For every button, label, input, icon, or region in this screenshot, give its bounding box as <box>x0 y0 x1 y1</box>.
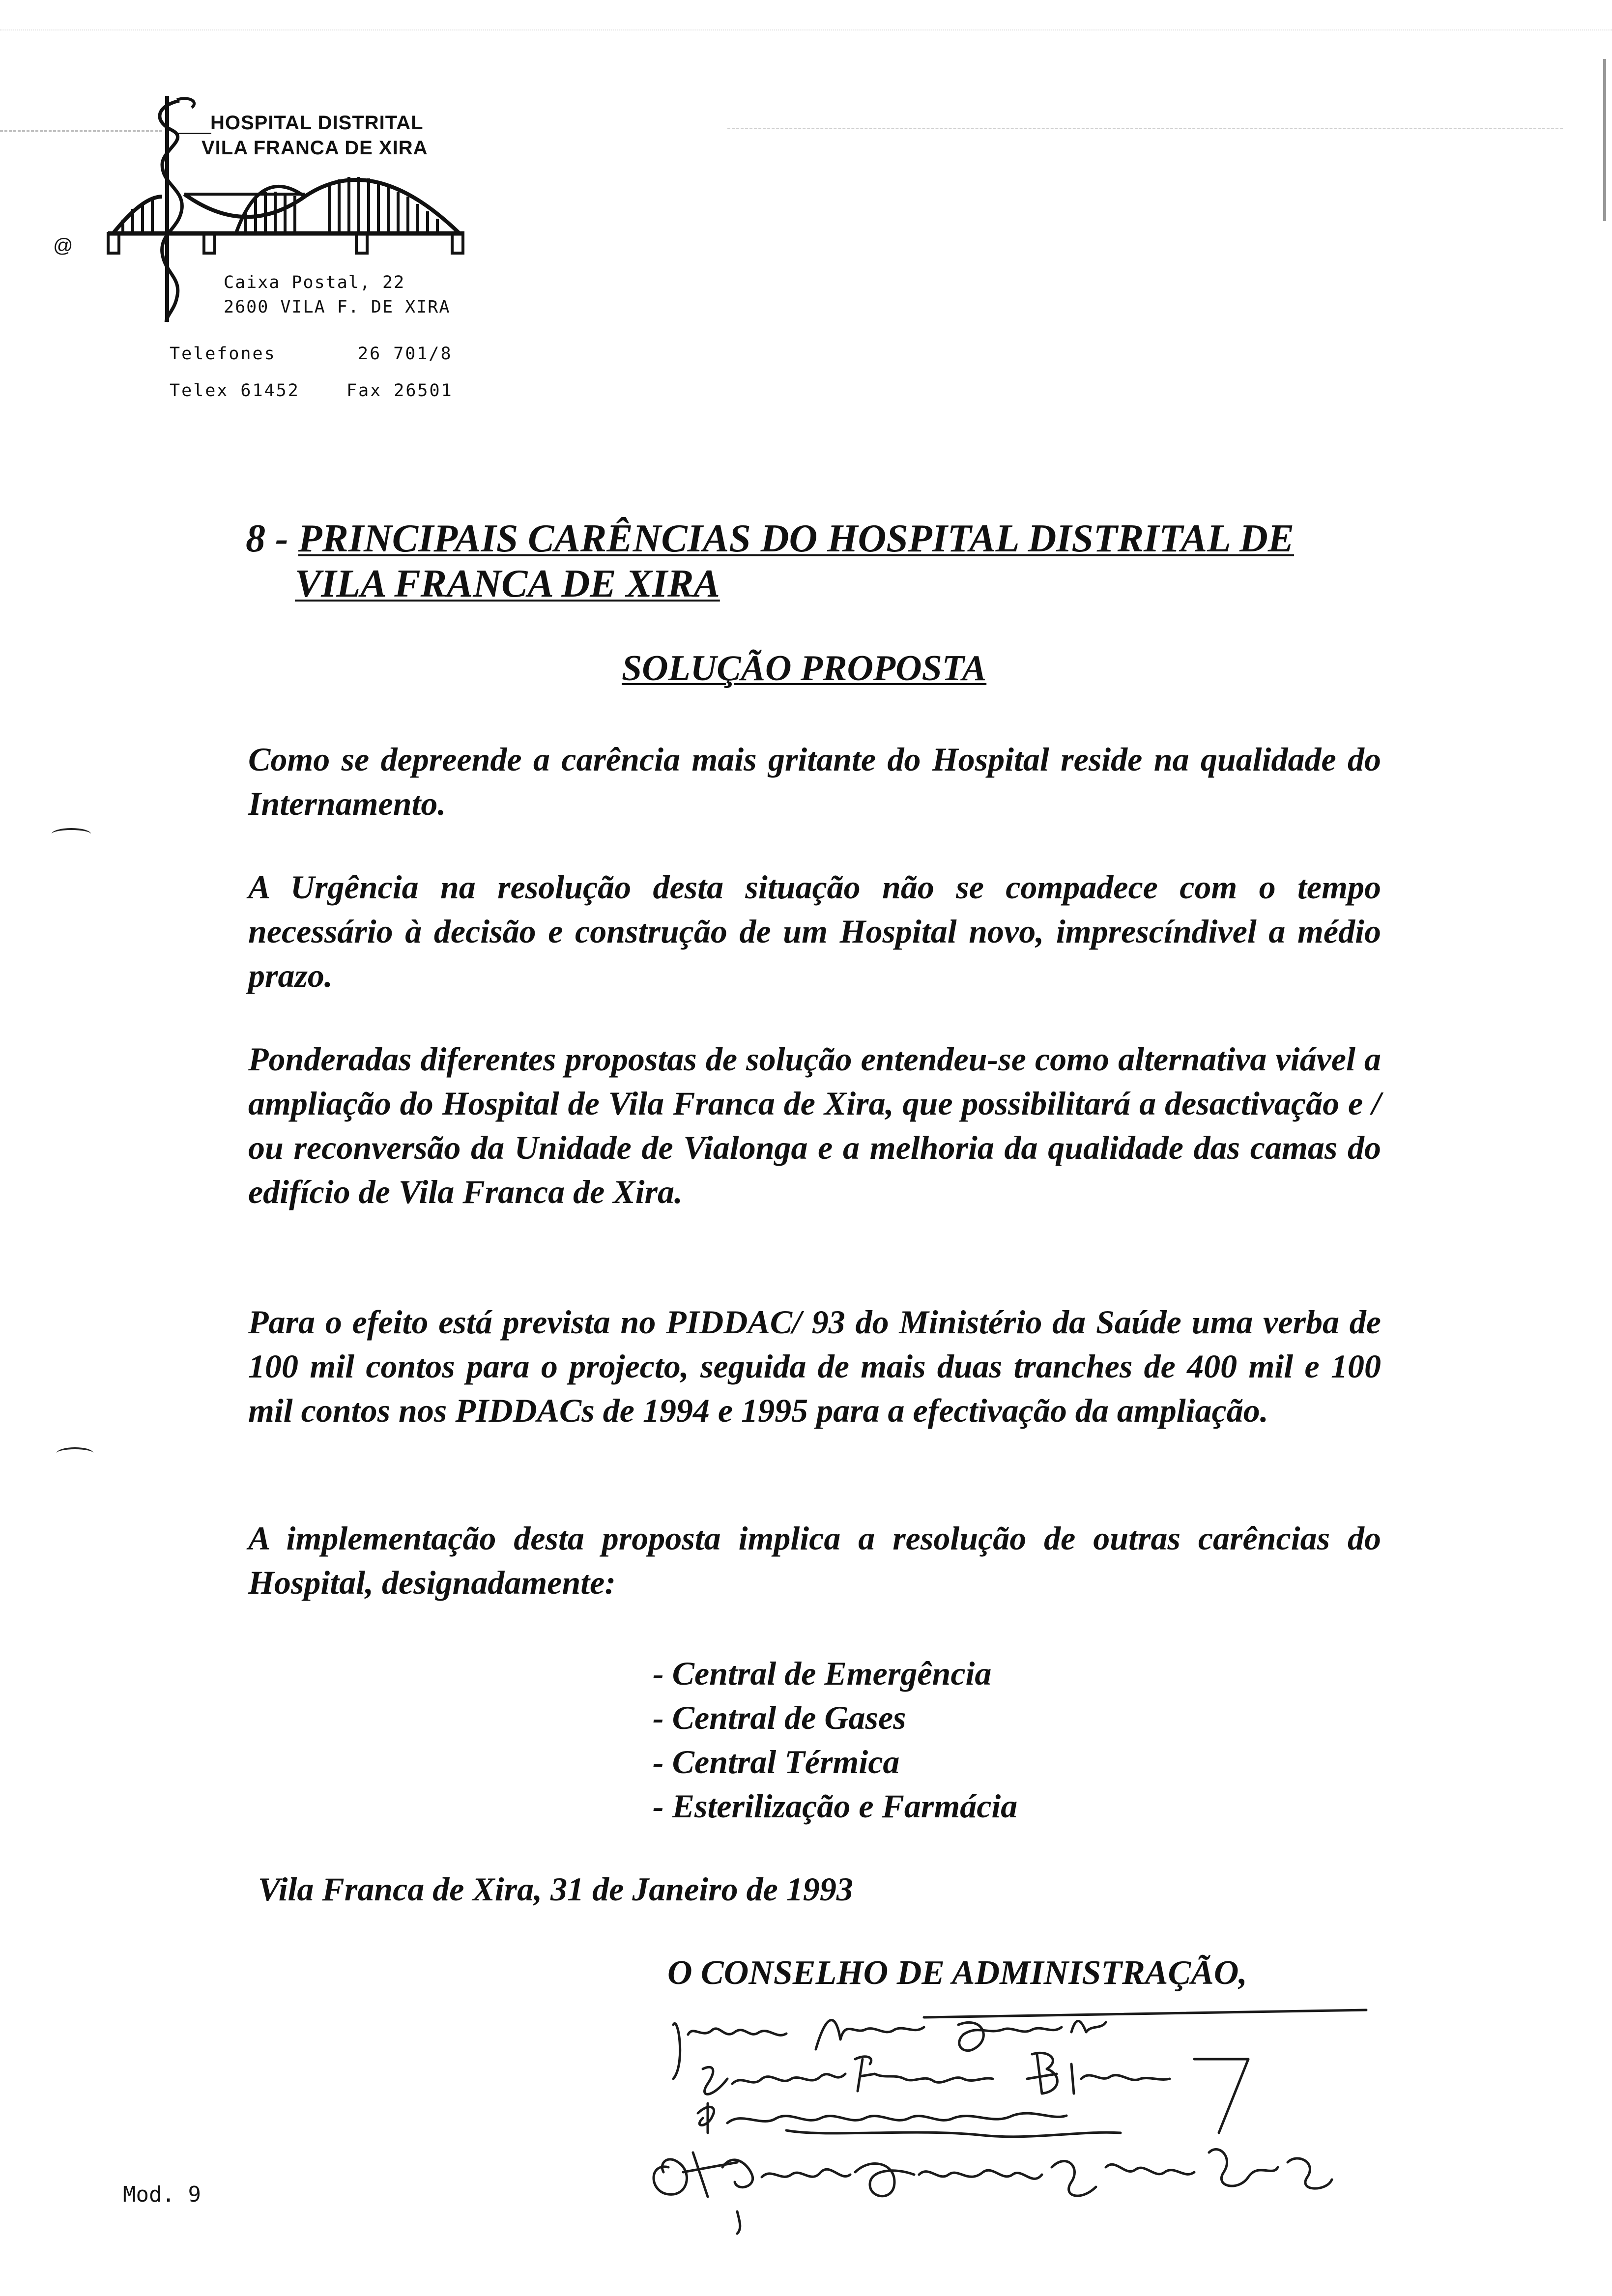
list-item: - Central Térmica <box>653 1743 900 1780</box>
form-code: Mod. 9 <box>123 2182 201 2207</box>
heading <box>246 516 1294 561</box>
paragraph-4: Para o efeito está prevista no PIDDAC/ 93 do Ministério da Saúde uma verba de 100 mil contos para o projecto, seguida de mais duas tranches de 400 mil e 100 mil contos nos PIDDACs de 1994 e 1995 para a efectivação da ampliação. <box>248 1303 1381 1429</box>
list-item: - Central de Emergência <box>653 1655 992 1692</box>
hospital-name-line1: HOSPITAL DISTRITAL <box>210 112 424 134</box>
telefones-label: Telefones <box>170 344 276 364</box>
caixa-postal: Caixa Postal, 22 <box>224 273 405 292</box>
scan-edge-mark <box>1603 59 1606 221</box>
needs-list <box>653 1651 1017 1828</box>
list-item: - Esterilização e Farmácia <box>653 1787 1018 1825</box>
scan-line <box>727 128 1563 129</box>
telefones-value: 26 701/8 <box>358 344 453 364</box>
letterhead <box>0 0 541 423</box>
at-mark: @ <box>53 235 73 257</box>
scan-line <box>0 29 1612 30</box>
paragraph-2: A Urgência na resolução desta situação não se compadece com o tempo necessário à decisão e construção de um Hospital novo, imprescíndivel a médio prazo. <box>248 868 1381 994</box>
paragraph-5: A implementação desta proposta implica a resolução de outras carências do Hospital, designadamente: <box>248 1520 1381 1601</box>
subtitle: SOLUÇÃO PROPOSTA <box>622 648 987 689</box>
hospital-name-underline <box>174 133 211 134</box>
heading-line1: PRINCIPAIS CARÊNCIAS DO HOSPITAL DISTRITAL DE <box>298 517 1295 560</box>
list-item: - Central de Gases <box>653 1699 906 1736</box>
cidade: 2600 VILA F. DE XIRA <box>224 297 451 317</box>
margin-mark <box>57 1447 93 1459</box>
council-title: O CONSELHO DE ADMINISTRAÇÃO, <box>667 1954 1247 1992</box>
paragraph-3: Ponderadas diferentes propostas de solução entendeu-se como alternativa viável a ampliação do Hospital de Vila Franca de Xira, que possibilitará a desactivação e / ou reconversão da Unidade de Vialonga e a melhoria da qualidade das camas do edifício de Vila Franca de Xira. <box>248 1040 1381 1210</box>
telex: Telex 61452 <box>170 381 300 401</box>
heading-number: 8 - <box>246 517 298 560</box>
margin-mark <box>52 828 91 840</box>
hospital-name-line2: VILA FRANCA DE XIRA <box>202 137 428 159</box>
paragraph-1: Como se depreende a carência mais gritante do Hospital reside na qualidade do Internamento. <box>248 741 1381 822</box>
heading-line2-wrap <box>295 561 720 606</box>
fax: Fax 26501 <box>346 381 453 401</box>
place-date: Vila Franca de Xira, 31 de Janeiro de 1993 <box>258 1870 853 1908</box>
heading-line2: VILA FRANCA DE XIRA <box>295 562 720 605</box>
handwritten-signatures <box>639 2005 1376 2236</box>
